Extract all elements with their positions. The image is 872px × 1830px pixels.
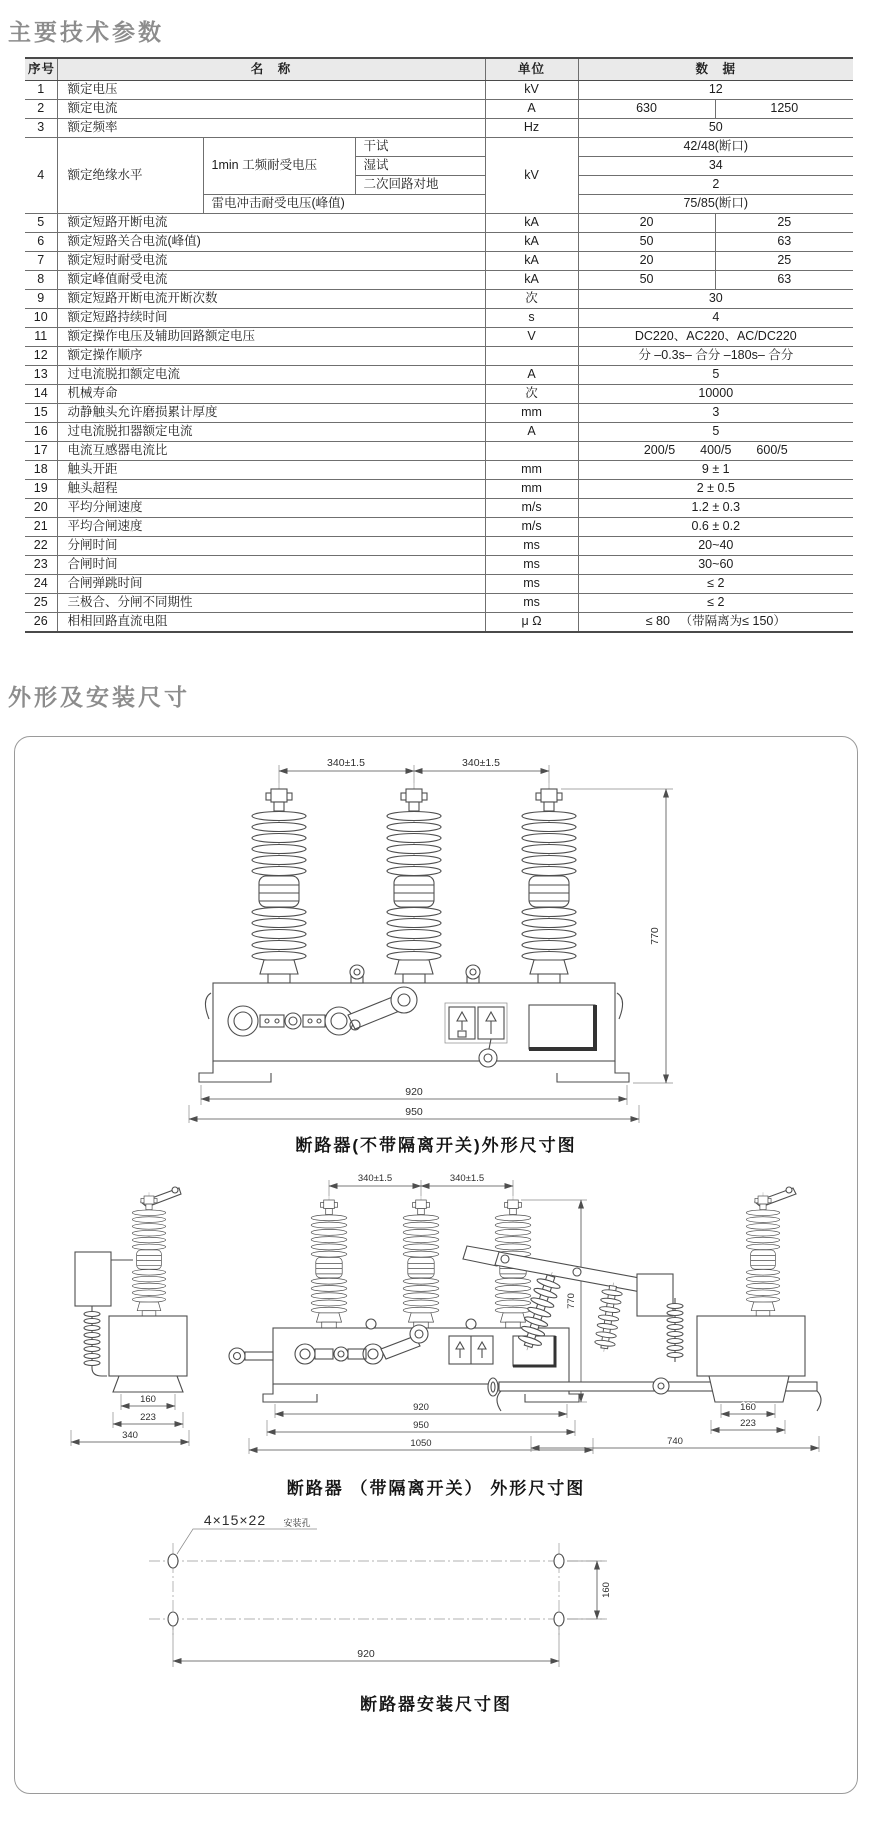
- section-title-parameters: 主要技术参数: [8, 19, 164, 45]
- table-row: [25, 594, 853, 613]
- param-name: 额定绝缘水平: [57, 138, 203, 214]
- table-row: [25, 556, 853, 575]
- table-row: [25, 328, 853, 347]
- dim-label: 1050: [410, 1438, 432, 1449]
- param-unit: kA: [485, 271, 578, 290]
- table-row: [25, 81, 853, 100]
- param-name: 额定电流: [57, 100, 485, 119]
- param-name: 过电流脱扣器额定电流: [57, 423, 485, 442]
- param-unit: A: [485, 100, 578, 119]
- row-number: 2: [25, 100, 57, 119]
- table-row: [25, 404, 853, 423]
- param-value: 4: [578, 309, 853, 328]
- dim-label: 340±1.5: [462, 757, 500, 769]
- caption-drawing-2: 断路器 （带隔离开关） 外形尺寸图: [286, 1479, 586, 1498]
- outline-drawing-with-isolator: [21, 1156, 851, 1468]
- param-value: 30: [578, 290, 853, 309]
- row-number: 17: [25, 442, 57, 461]
- param-name: 额定短时耐受电流: [57, 252, 485, 271]
- param-unit: [485, 442, 578, 461]
- dim-label: 160: [601, 1582, 612, 1598]
- row-number: 3: [25, 119, 57, 138]
- param-value: 5: [578, 423, 853, 442]
- param-name: 合闸弹跳时间: [57, 575, 485, 594]
- param-unit: kA: [485, 252, 578, 271]
- param-value: 分 –0.3s– 合分 –180s– 合分: [578, 347, 853, 366]
- param-name: 额定操作顺序: [57, 347, 485, 366]
- param-unit: mm: [485, 404, 578, 423]
- insulator-pole: [403, 1196, 439, 1334]
- table-row: [25, 442, 853, 461]
- param-value: 1250: [715, 100, 853, 119]
- d1-dim-top: [279, 757, 549, 783]
- table-header-row: [25, 58, 853, 81]
- table-row: [25, 613, 853, 633]
- param-value: DC220、AC220、AC/DC220: [578, 328, 853, 347]
- dim-label: 340±1.5: [449, 1173, 485, 1184]
- row-number: 25: [25, 594, 57, 613]
- table-row: [25, 423, 853, 442]
- param-value: 9 ± 1: [578, 461, 853, 480]
- param-name: 分闸时间: [57, 537, 485, 556]
- row-number: 18: [25, 461, 57, 480]
- param-unit: Hz: [485, 119, 578, 138]
- dim-label: 340: [122, 1430, 138, 1441]
- param-value: 10000: [578, 385, 853, 404]
- caption-drawing-3: 断路器安装尺寸图: [360, 1695, 512, 1714]
- mounting-holes: [168, 1554, 564, 1626]
- param-name: 动静触头允许磨损累计厚度: [57, 404, 485, 423]
- param-value: 50: [578, 233, 715, 252]
- param-subgroup: 1min 工频耐受电压: [203, 138, 355, 195]
- param-value: 12: [578, 81, 853, 100]
- param-unit: kV: [485, 138, 578, 214]
- table-row: [25, 575, 853, 594]
- d2-left-view: [71, 1187, 189, 1446]
- row-number: 23: [25, 556, 57, 575]
- param-unit: mm: [485, 480, 578, 499]
- table-row: [25, 537, 853, 556]
- isolator-insulator: [594, 1281, 624, 1353]
- row-number: 9: [25, 290, 57, 309]
- header-data: 数 据: [578, 58, 853, 81]
- param-value: 1.2 ± 0.3: [578, 499, 853, 518]
- param-unit: m/s: [485, 499, 578, 518]
- param-name: 额定操作电压及辅助回路额定电压: [57, 328, 485, 347]
- d3-centerlines: [149, 1543, 607, 1637]
- table-row: [25, 233, 853, 252]
- param-value: 2 ± 0.5: [578, 480, 853, 499]
- param-value: 200/5 400/5 600/5: [578, 442, 853, 461]
- row-number: 5: [25, 214, 57, 233]
- param-value: 0.6 ± 0.2: [578, 518, 853, 537]
- dim-label: 160: [740, 1402, 756, 1413]
- row-number: 16: [25, 423, 57, 442]
- dim-label: 740: [667, 1436, 683, 1447]
- table-row: [25, 518, 853, 537]
- row-number: 22: [25, 537, 57, 556]
- insulator-pole: [746, 1192, 779, 1322]
- param-name: 平均合闸速度: [57, 518, 485, 537]
- param-name: 额定短路持续时间: [57, 309, 485, 328]
- param-value: 75/85(断口): [578, 195, 853, 214]
- param-unit: kA: [485, 214, 578, 233]
- param-unit: kA: [485, 233, 578, 252]
- param-name: 额定短路开断电流开断次数: [57, 290, 485, 309]
- param-value: 50: [578, 271, 715, 290]
- param-subname: 湿试: [355, 157, 485, 176]
- param-value: 20~40: [578, 537, 853, 556]
- row-number: 8: [25, 271, 57, 290]
- table-row: [25, 366, 853, 385]
- param-unit: ms: [485, 594, 578, 613]
- param-unit: V: [485, 328, 578, 347]
- param-unit: mm: [485, 461, 578, 480]
- dim-label: 770: [566, 1293, 577, 1309]
- param-name: 额定峰值耐受电流: [57, 271, 485, 290]
- row-number: 21: [25, 518, 57, 537]
- param-value: 42/48(断口): [578, 138, 853, 157]
- params-table-body: [25, 81, 853, 633]
- row-number: 12: [25, 347, 57, 366]
- outline-drawing-no-isolator: [21, 753, 851, 1125]
- section-title-dimensions: 外形及安装尺寸: [8, 684, 190, 710]
- dim-label: 160: [140, 1394, 156, 1405]
- dim-label: 920: [357, 1648, 375, 1660]
- table-row: [25, 290, 853, 309]
- row-number: 4: [25, 138, 57, 214]
- param-subname: 二次回路对地: [355, 176, 485, 195]
- param-unit: 次: [485, 385, 578, 404]
- row-number: 24: [25, 575, 57, 594]
- param-name: 平均分闸速度: [57, 499, 485, 518]
- row-number: 20: [25, 499, 57, 518]
- param-name: 额定频率: [57, 119, 485, 138]
- param-unit: ms: [485, 556, 578, 575]
- row-number: 11: [25, 328, 57, 347]
- dim-label: 950: [413, 1420, 429, 1431]
- param-name: 相相回路直流电阻: [57, 613, 485, 633]
- table-row: [25, 100, 853, 119]
- param-value: ≤ 80 （带隔离为≤ 150）: [578, 613, 853, 633]
- table-row: [25, 214, 853, 233]
- param-subname: 干试: [355, 138, 485, 157]
- page: [0, 14, 872, 1794]
- dim-label: 223: [140, 1412, 156, 1423]
- param-name: 三极合、分闸不同期性: [57, 594, 485, 613]
- header-name: 名 称: [57, 58, 485, 81]
- param-name: 额定短路关合电流(峰值): [57, 233, 485, 252]
- param-subgroup: 雷电冲击耐受电压(峰值): [203, 195, 485, 214]
- param-name: 机械寿命: [57, 385, 485, 404]
- param-value: 20: [578, 214, 715, 233]
- dim-label: 950: [405, 1106, 423, 1118]
- param-name: 电流互感器电流比: [57, 442, 485, 461]
- holes-label: 4×15×22: [203, 1512, 267, 1528]
- param-unit: μ Ω: [485, 613, 578, 633]
- param-value: 63: [715, 233, 853, 252]
- d3-holes-callout: [177, 1512, 317, 1554]
- row-number: 10: [25, 309, 57, 328]
- param-unit: ms: [485, 575, 578, 594]
- header-no: 序号: [25, 58, 57, 81]
- dim-label: 770: [649, 927, 661, 945]
- parameters-table: [25, 57, 853, 633]
- row-number: 14: [25, 385, 57, 404]
- param-value: 50: [578, 119, 853, 138]
- row-number: 7: [25, 252, 57, 271]
- param-unit: ms: [485, 537, 578, 556]
- holes-note: 安装孔: [283, 1518, 311, 1528]
- caption-drawing-1: 断路器(不带隔离开关)外形尺寸图: [295, 1136, 577, 1155]
- header-unit: 单位: [485, 58, 578, 81]
- dim-label: 920: [405, 1086, 423, 1098]
- row-number: 1: [25, 81, 57, 100]
- param-name: 额定电压: [57, 81, 485, 100]
- param-name: 额定短路开断电流: [57, 214, 485, 233]
- param-unit: m/s: [485, 518, 578, 537]
- table-row: [25, 271, 853, 290]
- insulator-pole: [522, 783, 576, 992]
- row-number: 26: [25, 613, 57, 633]
- table-row: [25, 461, 853, 480]
- param-value: 5: [578, 366, 853, 385]
- param-value: 25: [715, 214, 853, 233]
- table-row: [25, 480, 853, 499]
- param-unit: s: [485, 309, 578, 328]
- param-value: 2: [578, 176, 853, 195]
- param-name: 过电流脱扣额定电流: [57, 366, 485, 385]
- dim-label: 920: [413, 1402, 429, 1413]
- insulator-pole: [387, 783, 441, 992]
- table-row: [25, 499, 853, 518]
- table-row: [25, 309, 853, 328]
- param-value: 630: [578, 100, 715, 119]
- param-name: 合闸时间: [57, 556, 485, 575]
- param-value: 20: [578, 252, 715, 271]
- table-row: [25, 138, 853, 157]
- installation-drawing: [21, 1499, 851, 1684]
- row-number: 19: [25, 480, 57, 499]
- insulator-pole: [132, 1192, 165, 1322]
- param-unit: kV: [485, 81, 578, 100]
- param-unit: 次: [485, 290, 578, 309]
- param-unit: A: [485, 423, 578, 442]
- drawings-panel: [14, 736, 858, 1794]
- d1-dim-bottom: [189, 1085, 639, 1123]
- row-number: 15: [25, 404, 57, 423]
- d3-dims: [173, 1561, 612, 1667]
- param-unit: A: [485, 366, 578, 385]
- param-name: 触头开距: [57, 461, 485, 480]
- param-value: 3: [578, 404, 853, 423]
- param-value: 34: [578, 157, 853, 176]
- param-value: 30~60: [578, 556, 853, 575]
- table-row: [25, 252, 853, 271]
- insulator-pole: [311, 1196, 347, 1334]
- d1-base-frame: [199, 965, 629, 1082]
- dim-label: 340±1.5: [327, 757, 365, 769]
- param-name: 触头超程: [57, 480, 485, 499]
- param-value: ≤ 2: [578, 575, 853, 594]
- param-unit: [485, 347, 578, 366]
- insulator-pole: [252, 783, 306, 992]
- table-row: [25, 119, 853, 138]
- row-number: 13: [25, 366, 57, 385]
- table-row: [25, 347, 853, 366]
- dim-label: 223: [740, 1418, 756, 1429]
- row-number: 6: [25, 233, 57, 252]
- table-row: [25, 385, 853, 404]
- param-value: ≤ 2: [578, 594, 853, 613]
- param-value: 63: [715, 271, 853, 290]
- dim-label: 340±1.5: [357, 1173, 393, 1184]
- param-value: 25: [715, 252, 853, 271]
